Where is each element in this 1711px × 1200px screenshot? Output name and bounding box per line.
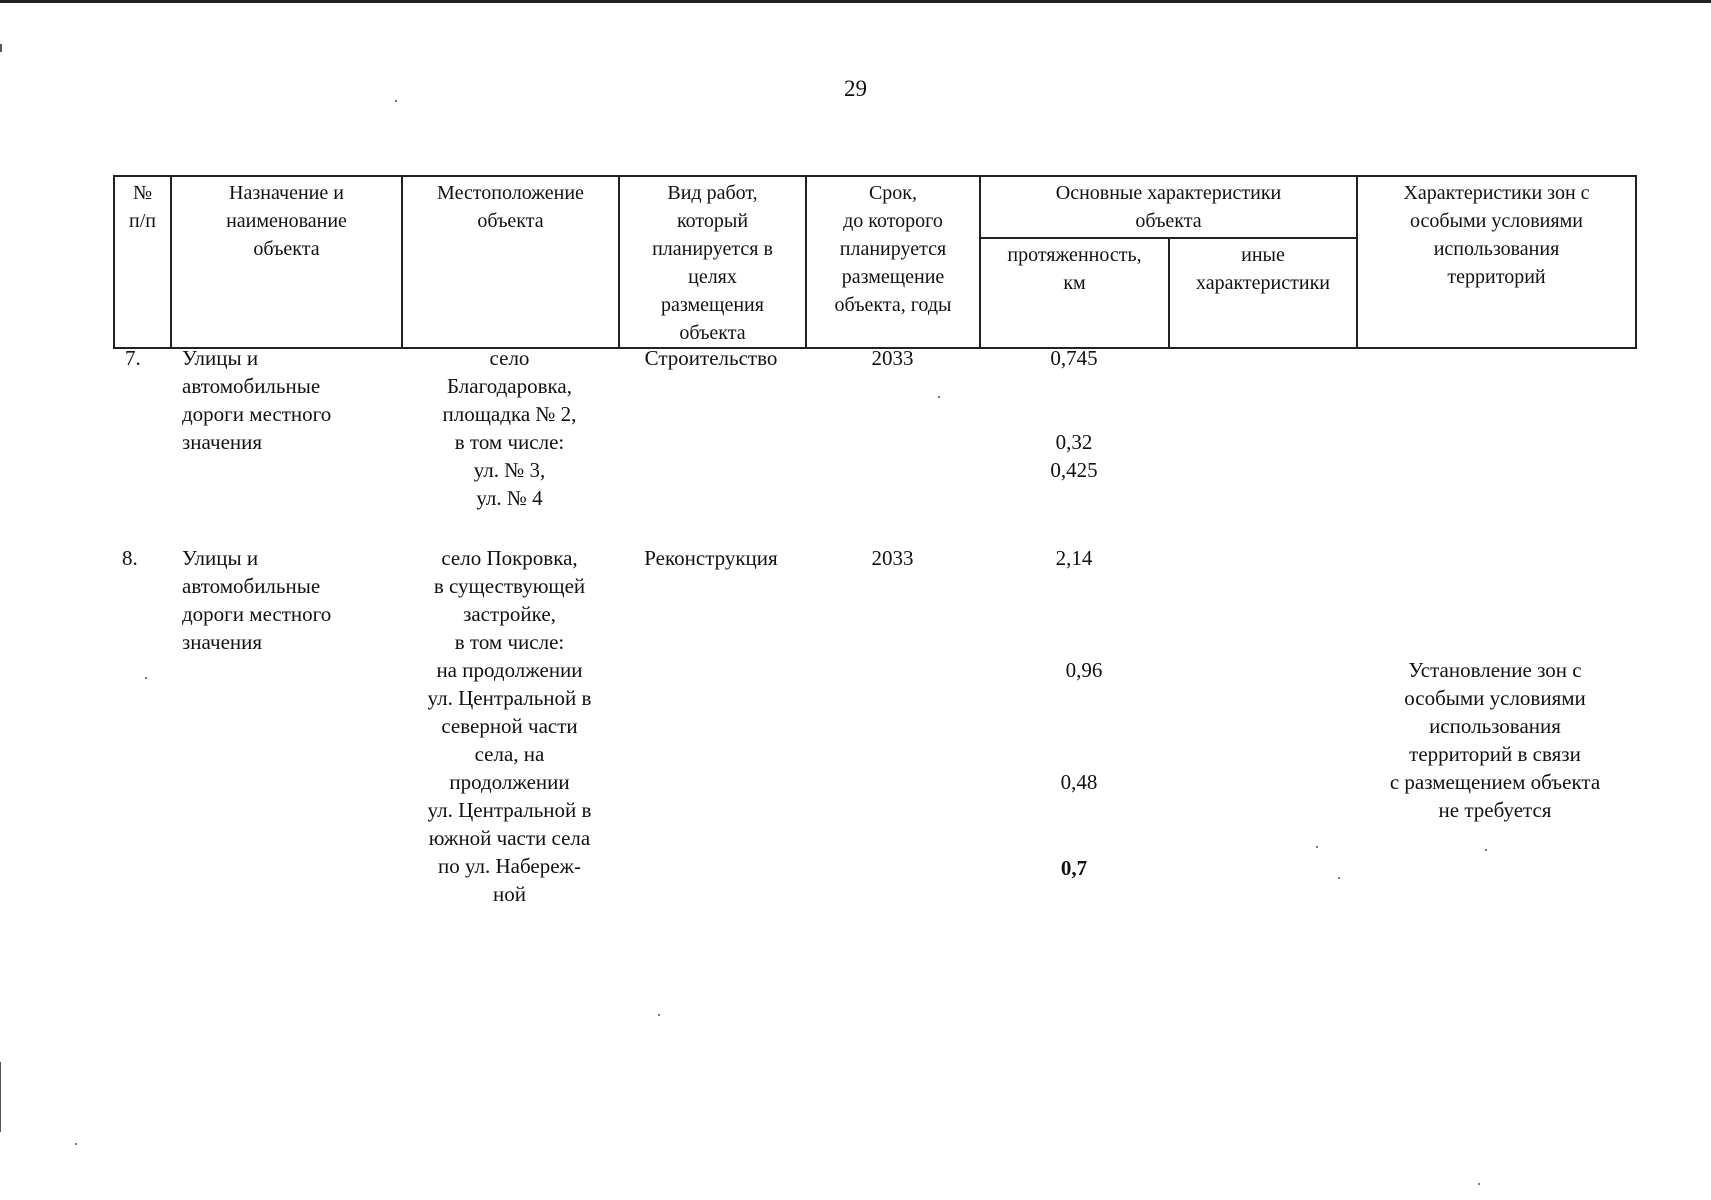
row-7-length-parts: 0,32 0,425 [1050,430,1098,482]
scan-speck [1478,1183,1480,1185]
scan-speck [145,677,147,679]
scan-speck [658,1014,660,1016]
row-7-object-name: Улицы и автомобильные дороги местного значения [182,346,332,454]
header-object-name: Назначение и наименование объекта [171,176,402,348]
scan-speck [1338,877,1340,879]
scan-speck [395,100,397,102]
scan-mark [0,44,2,52]
row-8-number: 8. [122,546,138,570]
header-work-type: Вид работ, который планируется в целях размещения объекта [619,176,806,348]
header-term: Срок, до которого планируется размещение объекта, годы [806,176,980,348]
page-number: 29 [844,76,867,101]
row-8-zones: Установление зон с особыми условиями использования территорий в связи с размещением объекта не требуется [1389,658,1601,822]
row-7-location: село Благодаровка, площадка № 2, в том числе: ул. № 3, ул. № 4 [442,346,577,510]
row-8-location: село Покровка, в существующей застройке, в том числе: на продолжении ул. Центральной в северной части села, на продолжении ул. Центральной в южной части села по ул. Набереж- ной [427,546,592,906]
header-length: протяженность, км [980,238,1169,348]
row-8-length-part1: 0,96 [1065,658,1103,682]
scan-speck [1485,849,1487,851]
scan-mark [0,1062,1,1132]
header-location: Местоположение объекта [402,176,619,348]
row-8-length-total: 2,14 [1055,546,1093,570]
table-header [113,175,1637,349]
row-8-work-type: Реконструкция [644,546,778,570]
row-8-term: 2033 [871,546,914,570]
scan-speck [938,396,940,398]
header-main-characteristics: Основные характеристики объекта [980,176,1357,238]
scan-speck [75,1143,77,1145]
header-other-characteristics: иные характеристики [1169,238,1357,348]
top-edge-line [0,0,1711,3]
row-8-length-part3: 0,7 [1060,856,1088,880]
row-7-length-total: 0,745 [1050,346,1098,370]
row-7-work-type: Строительство [644,346,778,370]
row-7-number: 7. [125,346,141,370]
row-8-object-name: Улицы и автомобильные дороги местного значения [182,546,332,654]
scan-speck [1316,846,1318,848]
row-7-term: 2033 [871,346,914,370]
header-zones: Характеристики зон с особыми условиями использования территорий [1357,176,1636,348]
header-number: № п/п [114,176,171,348]
row-8-length-part2: 0,48 [1060,770,1098,794]
